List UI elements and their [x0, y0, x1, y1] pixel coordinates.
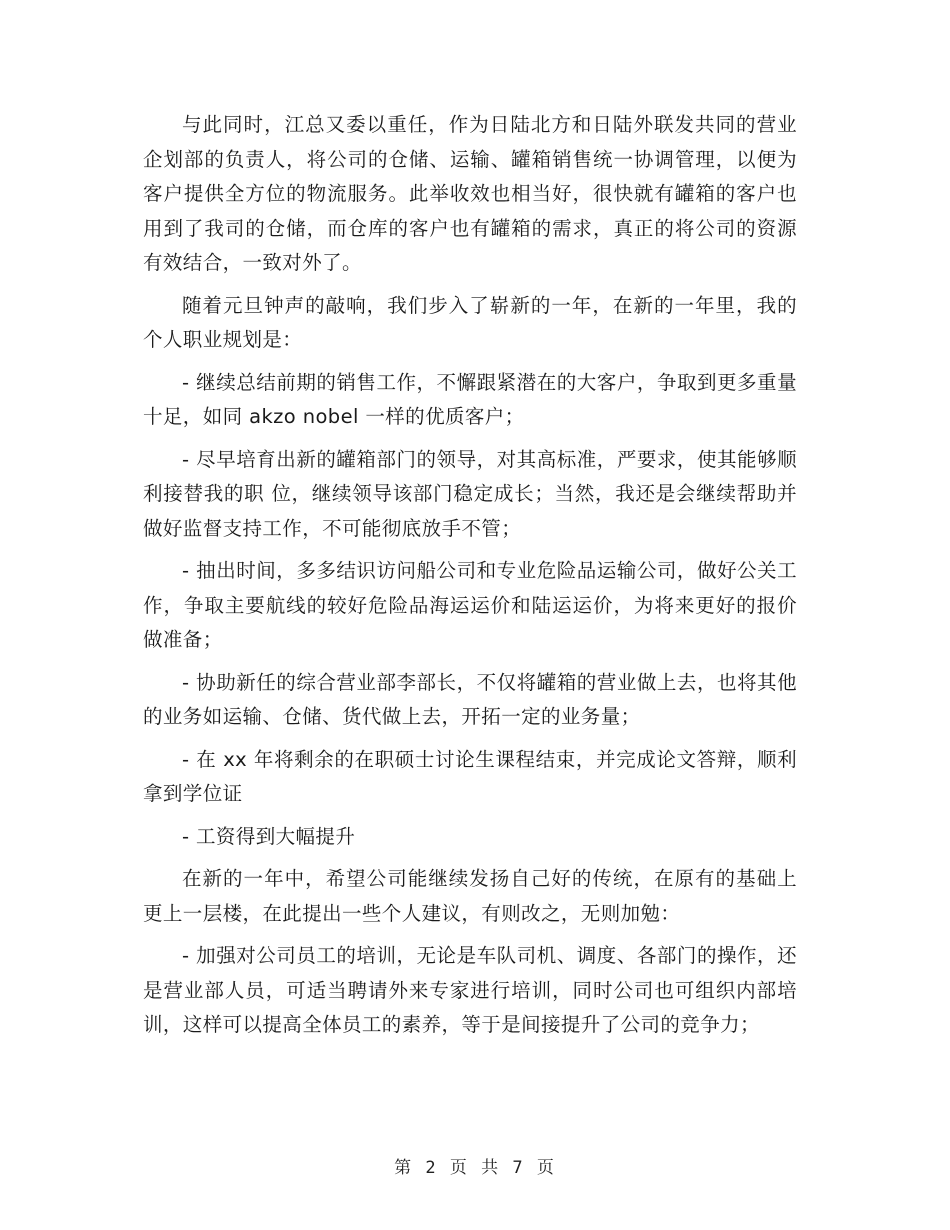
plan-item-degree: - 在 xx 年将剩余的在职硕士讨论生课程结束，并完成论文答辩，顺利拿到学位证	[143, 747, 797, 805]
paragraph-intro: 与此同时，江总又委以重任，作为日陆北方和日陆外联发共同的营业企划部的负责人，将公司的仓储、运输、罐箱销售统一协调管理，以便为客户提供全方位的物流服务。此举收效也相当好，很快就有罐箱的客户也用到了我司的仓储，而仓库的客户也有罐箱的需求，真正的将公司的资源有效结合，一致对外了。	[143, 113, 797, 274]
page-number-footer: 第 2 页 共 7 页	[394, 1158, 556, 1178]
plan-item-sales: - 继续总结前期的销售工作，不懈跟紧潜在的大客户，争取到更多重量十足，如同 akzo nobel 一样的优质客户；	[143, 370, 797, 428]
plan-item-salary: - 工资得到大幅提升	[182, 824, 356, 848]
plan-item-leader: - 尽早培育出新的罐箱部门的领导，对其高标准，严要求，使其能够顺利接替我的职 位，继续领导该部门稳定成长；当然，我还是会继续帮助并做好监督支持工作，不可能彻底放手不管；	[143, 447, 797, 540]
plan-item-assist: - 协助新任的综合营业部李部长，不仅将罐箱的营业做上去，也将其他的业务如运输、仓储、货代做上去，开拓一定的业务量；	[143, 670, 797, 728]
paragraph-suggestions-intro: 在新的一年中，希望公司能继续发扬自己好的传统，在原有的基础上更上一层楼，在此提出一些个人建议，有则改之，无则加勉：	[143, 867, 797, 925]
suggestion-item-training: - 加强对公司员工的培训，无论是车队司机、调度、各部门的操作，还是营业部人员，可适当聘请外来专家进行培训，同时公司也可组织内部培训，这样可以提高全体员工的素养，等于是间接提升了公司的竞争力；	[143, 944, 797, 1036]
plan-item-shipping: - 抽出时间，多多结识访问船公司和专业危险品运输公司，做好公关工作，争取主要航线的较好危险品海运运价和陆运运价，为将来更好的报价做准备；	[143, 559, 797, 651]
paragraph-plan-intro: 随着元旦钟声的敲响，我们步入了崭新的一年，在新的一年里，我的个人职业规划是：	[143, 293, 797, 351]
document-body	[143, 108, 797, 1051]
